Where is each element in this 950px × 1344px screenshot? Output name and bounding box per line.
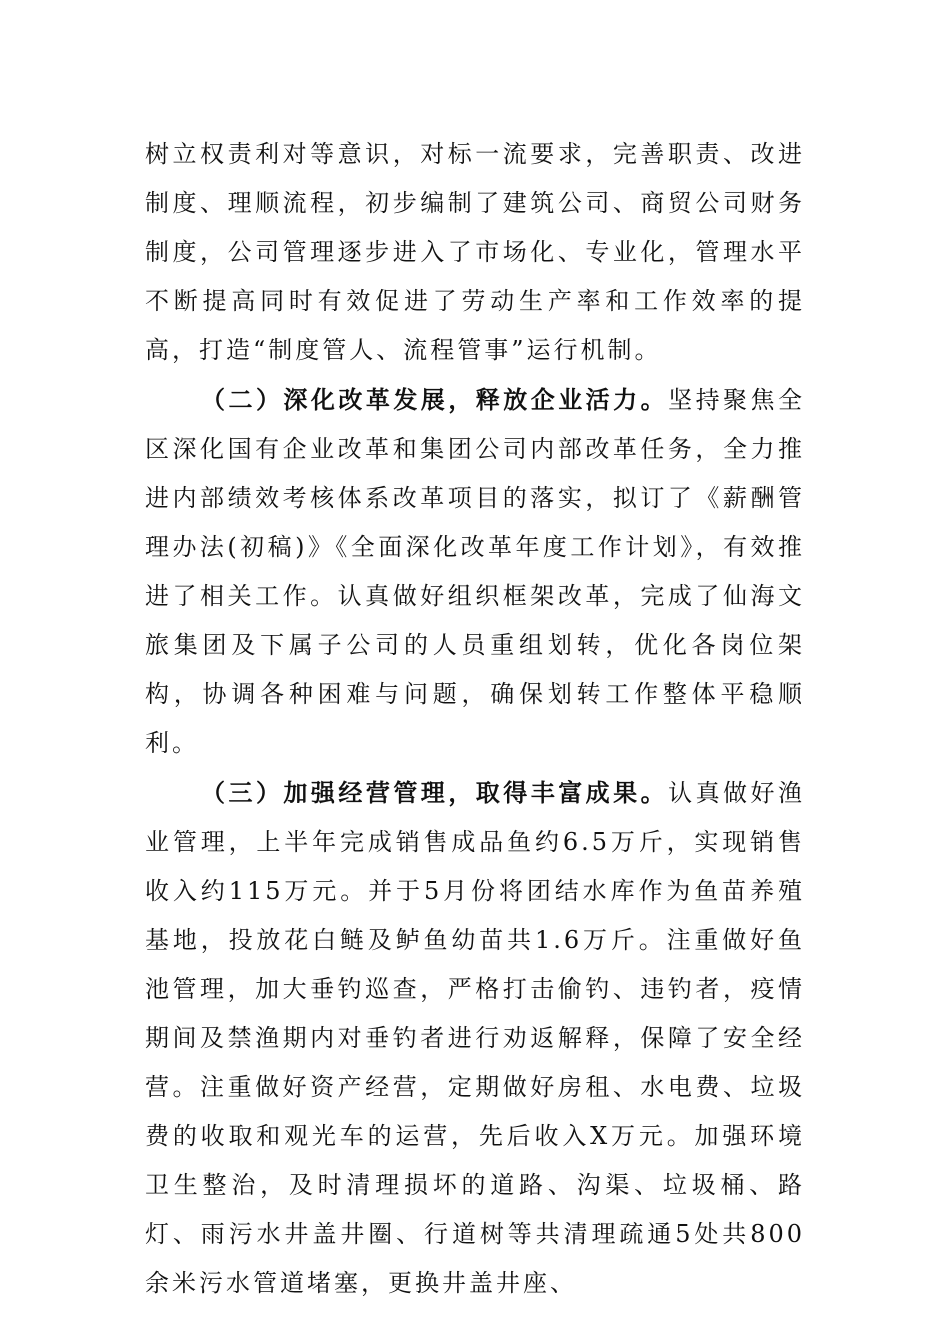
paragraph-3 — [145, 768, 805, 1308]
paragraph-2-text: 坚持聚焦全区深化国有企业改革和集团公司内部改革任务，全力推进内部绩效考核体系改革项目的落实，拟订了《薪酬管理办法(初稿)》《全面深化改革年度工作计划》，有效推进了相关工作。认真做好组织框架改革，完成了仙海文旅集团及下属子公司的人员重组划转，优化各岗位架构，协调各种困难与问题，确保划转工作整体平稳顺利。 — [145, 386, 806, 757]
document-body — [145, 130, 805, 1308]
paragraph-1-text: 树立权责利对等意识，对标一流要求，完善职责、改进制度、理顺流程，初步编制了建筑公司、商贸公司财务制度，公司管理逐步进入了市场化、专业化，管理水平不断提高同时有效促进了劳动生产率和工作效率的提高，打造“制度管人、流程管事”运行机制。 — [145, 140, 805, 364]
section-heading-2: （二）深化改革发展，释放企业活力。 — [201, 385, 669, 414]
paragraph-1 — [145, 130, 805, 375]
paragraph-3-text: 认真做好渔业管理，上半年完成销售成品鱼约6.5万斤，实现销售收入约115万元。并于5月份将团结水库作为鱼苗养殖基地，投放花白鲢及鲈鱼幼苗共1.6万斤。注重做好鱼池管理，加大垂钓巡查，严格打击偷钓、违钓者，疫情期间及禁渔期内对垂钓者进行劝返解释，保障了安全经营。注重做好资产经营，定期做好房租、水电费、垃圾费的收取和观光车的运营，先后收入X万元。加强环境卫生整治，及时清理损坏的道路、沟渠、垃圾桶、路灯、雨污水井盖井圈、行道树等共清理疏通5处共800余米污水管道堵塞，更换井盖井座、 — [145, 779, 806, 1297]
section-heading-3: （三）加强经营管理，取得丰富成果。 — [201, 778, 669, 807]
paragraph-2 — [145, 375, 805, 768]
